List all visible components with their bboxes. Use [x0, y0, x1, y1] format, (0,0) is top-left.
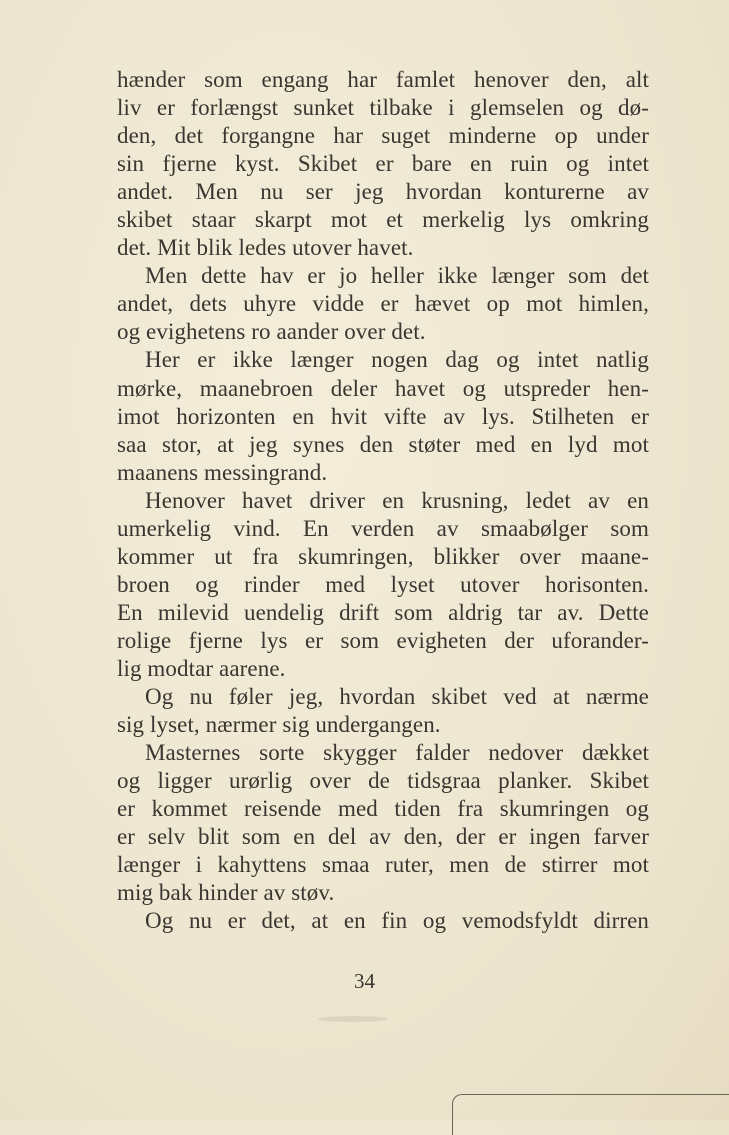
text-line: andet, dets uhyre vidde er hævet op mot himlen, — [117, 291, 649, 317]
text-line: længer i kahyttens smaa ruter, men de stirrer mot — [117, 852, 649, 878]
text-line: sig lyset, nærmer sig undergangen. — [117, 712, 441, 738]
text-line: mørke, maanebroen deler havet og utspreder hen- — [117, 375, 649, 401]
text-line: andet. Men nu ser jeg hvordan konturerne av — [117, 179, 649, 205]
text-line: den, det forgangne har suget minderne op under — [117, 123, 649, 149]
text-line: saa stor, at jeg synes den støter med en lyd mot — [117, 431, 649, 457]
text-line: umerkelig vind. En verden av smaabølger som — [117, 515, 649, 541]
body-text — [117, 66, 649, 935]
text-line: skibet staar skarpt mot et merkelig lys omkring — [117, 207, 649, 233]
text-line: Men dette hav er jo heller ikke længer som det — [145, 263, 649, 289]
text-line: Og nu er det, at en fin og vemodsfyldt dirren — [145, 908, 649, 934]
text-line: er kommet reisende med tiden fra skumringen og — [117, 796, 649, 822]
page-number: 34 — [354, 969, 375, 993]
text-line: det. Mit blik ledes utover havet. — [117, 235, 414, 261]
text-line: lig modtar aarene. — [117, 655, 286, 681]
text-line: En milevid uendelig drift som aldrig tar av. Dette — [117, 599, 649, 625]
text-line: Masternes sorte skygger falder nedover dækket — [145, 740, 649, 766]
page-smudge — [318, 1016, 388, 1022]
text-line: og ligger urørlig over de tidsgraa planker. Skibet — [117, 768, 649, 794]
text-line: sin fjerne kyst. Skibet er bare en ruin og intet — [117, 151, 649, 177]
text-line: Og nu føler jeg, hvordan skibet ved at nærme — [145, 684, 649, 710]
text-line: hænder som engang har famlet henover den, alt — [117, 67, 649, 92]
text-line: liv er forlængst sunket tilbake i glemselen og dø- — [117, 95, 649, 121]
text-line: kommer ut fra skumringen, blikker over maane- — [117, 543, 649, 569]
text-line: Her er ikke længer nogen dag og intet natlig — [145, 347, 649, 373]
text-line: imot horizonten en hvit vifte av lys. Stilheten er — [117, 403, 649, 429]
text-line: og evighetens ro aander over det. — [117, 319, 426, 345]
text-line: maanens messingrand. — [117, 459, 328, 485]
text-line: broen og rinder med lyset utover horisonten. — [117, 571, 649, 597]
text-line: mig bak hinder av støv. — [117, 880, 335, 906]
text-line: er selv blit som en del av den, der er ingen farver — [117, 824, 649, 850]
page-edge-mark — [452, 1094, 729, 1135]
text-line: rolige fjerne lys er som evigheten der uforander- — [117, 627, 649, 653]
text-line: Henover havet driver en krusning, ledet av en — [145, 487, 649, 513]
